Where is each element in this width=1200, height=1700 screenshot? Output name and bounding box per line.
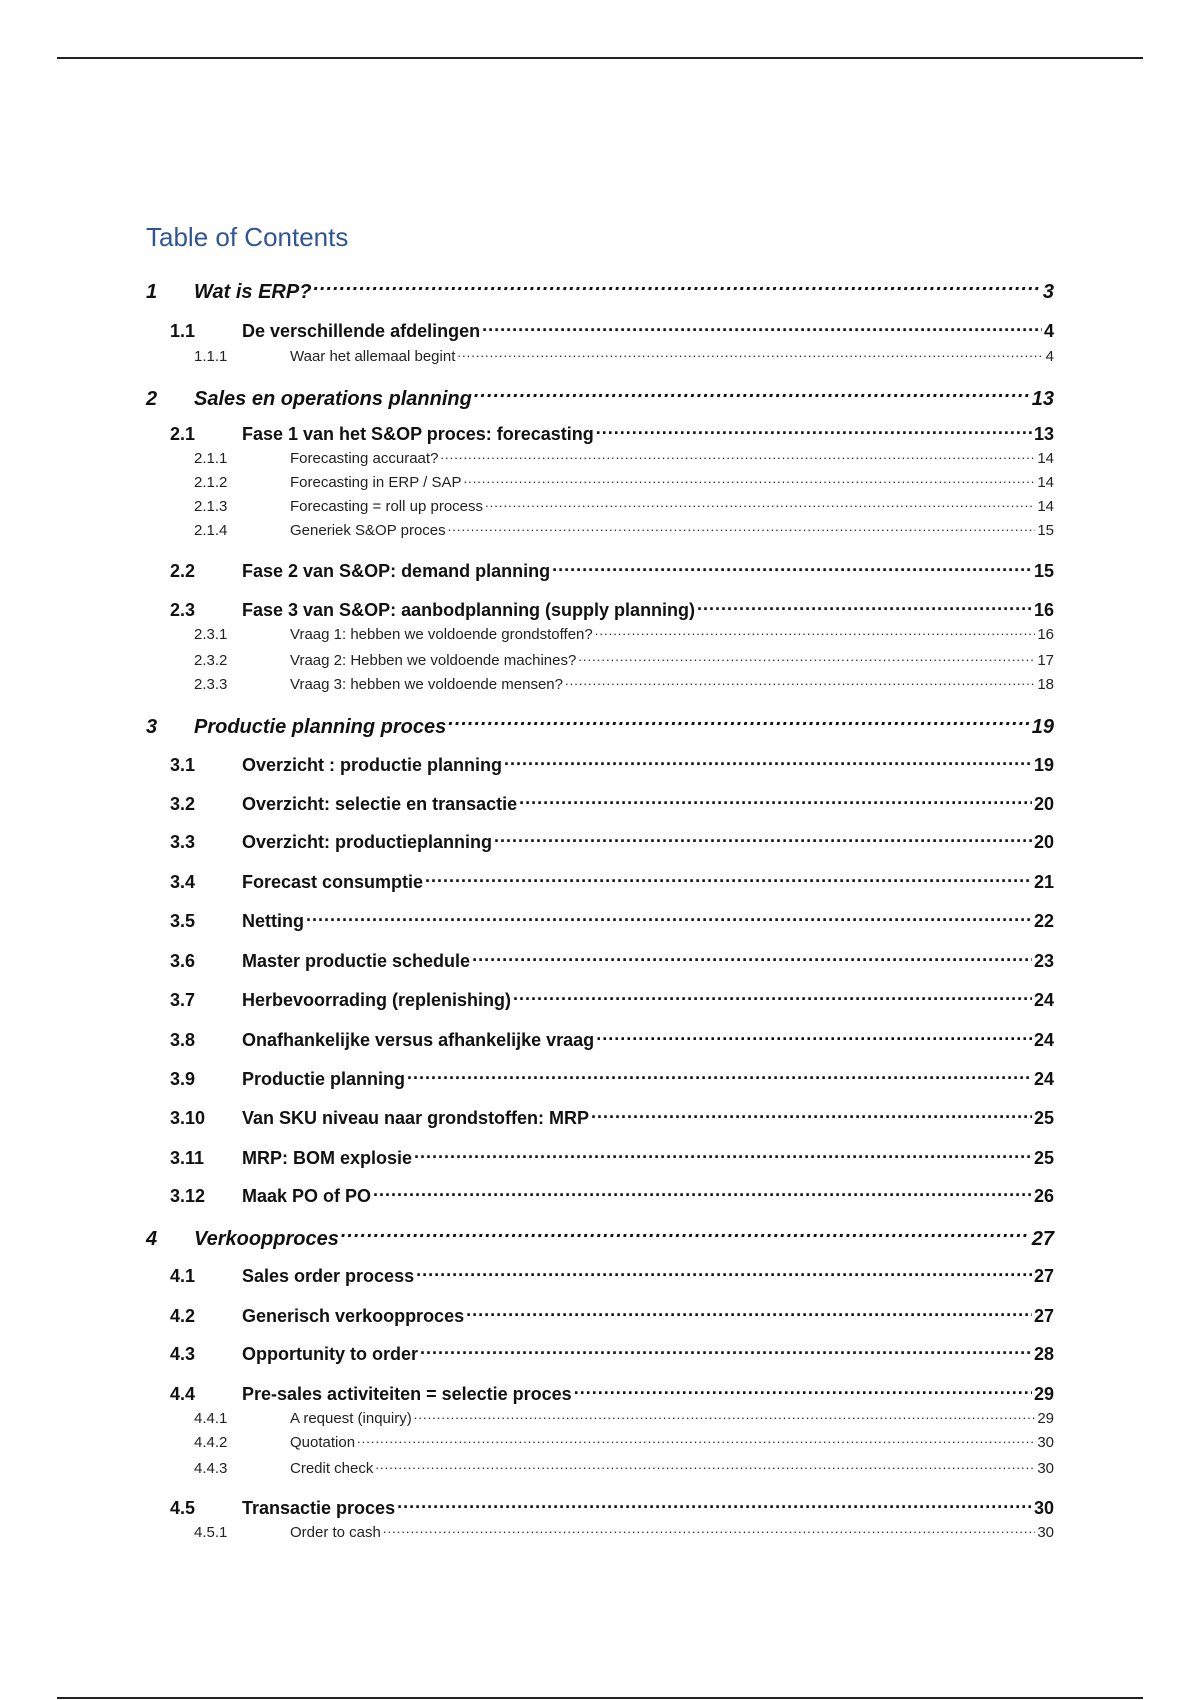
toc-entry[interactable]: [0, 598, 1200, 624]
toc-entry-title: Master productie schedule: [242, 951, 471, 971]
toc-entry-title: Herbevoorrading (replenishing): [242, 990, 512, 1010]
toc-entry-page: 13: [1031, 388, 1054, 410]
toc-entry[interactable]: [0, 1496, 1200, 1522]
toc-entry-title: De verschillende afdelingen: [242, 321, 481, 341]
toc-entry-page: 19: [1033, 755, 1054, 775]
toc-dot-leader: [383, 1522, 1035, 1537]
toc-entry-title: Order to cash: [290, 1524, 381, 1541]
toc-dot-leader: [596, 422, 1032, 440]
toc-entry-title: Wat is ERP?: [194, 281, 312, 303]
toc-entry-title: Onafhankelijke versus afhankelijke vraag: [242, 1030, 595, 1050]
toc-entry-page: 19: [1031, 716, 1054, 738]
toc-dot-leader: [357, 1432, 1035, 1447]
toc-entry-title: Overzicht: productieplanning: [242, 832, 493, 852]
toc-entry[interactable]: [0, 830, 1200, 856]
toc-entry-number: 4.3: [170, 1344, 196, 1364]
toc-entry[interactable]: [0, 713, 1200, 741]
toc-entry[interactable]: [0, 559, 1200, 585]
toc-entry-title: Fase 1 van het S&OP proces: forecasting: [242, 424, 594, 444]
toc-entry-number: 3.8: [170, 1030, 196, 1050]
toc-entry-title: Productie planning: [242, 1069, 406, 1089]
toc-entry-title: MRP: BOM explosie: [242, 1148, 413, 1168]
toc-entry-page: 30: [1037, 1460, 1054, 1477]
toc-dot-leader: [407, 1067, 1032, 1085]
toc-dot-leader: [466, 1304, 1032, 1322]
toc-entry-number: 3.10: [170, 1108, 206, 1128]
toc-entry-title: Forecasting accuraat?: [290, 450, 439, 467]
toc-entry-title: Waar het allemaal begint: [290, 348, 456, 365]
toc-dot-leader: [448, 713, 1029, 733]
toc-dot-leader: [472, 949, 1032, 967]
toc-dot-leader: [397, 1496, 1032, 1514]
toc-dot-leader: [574, 1382, 1032, 1400]
toc-dot-leader: [513, 988, 1032, 1006]
toc-entry-number: 1.1.1: [194, 348, 228, 365]
toc-dot-leader: [474, 385, 1030, 405]
toc-dot-leader: [591, 1106, 1032, 1124]
toc-entry-page: 30: [1037, 1434, 1054, 1451]
toc-entry[interactable]: [0, 624, 1200, 646]
toc-entry[interactable]: [0, 909, 1200, 935]
toc-entry-title: Pre-sales activiteiten = selectie proces: [242, 1384, 572, 1404]
toc-entry[interactable]: [0, 1067, 1200, 1093]
toc-dot-leader: [697, 598, 1032, 616]
toc-entry-number: 2.1.1: [194, 450, 228, 467]
toc-dot-leader: [482, 319, 1042, 337]
toc-entry-title: Vraag 1: hebben we voldoende grondstoffen?: [290, 626, 593, 643]
toc-dot-leader: [494, 830, 1032, 848]
toc-dot-leader: [565, 674, 1035, 689]
toc-entry-title: Vraag 3: hebben we voldoende mensen?: [290, 676, 563, 693]
toc-dot-leader: [306, 909, 1032, 927]
toc-entry-page: 15: [1033, 561, 1054, 581]
toc-dot-leader: [341, 1225, 1030, 1245]
toc-entry[interactable]: [0, 496, 1200, 518]
toc-dot-leader: [416, 1264, 1032, 1282]
toc-entry[interactable]: [0, 1225, 1200, 1253]
toc-entry-page: 28: [1033, 1344, 1054, 1364]
toc-entry-page: 29: [1037, 1410, 1054, 1427]
footer-rule: [57, 1697, 1143, 1699]
toc-entry-title: Quotation: [290, 1434, 356, 1451]
toc-entry-page: 15: [1037, 522, 1054, 539]
toc-dot-leader: [463, 472, 1035, 487]
toc-dot-leader: [414, 1408, 1036, 1423]
toc-entry-title: Credit check: [290, 1460, 374, 1477]
toc-entry[interactable]: [0, 949, 1200, 975]
toc-entry-page: 14: [1037, 498, 1054, 515]
toc-entry-page: 3: [1042, 281, 1054, 303]
toc-entry-page: 29: [1033, 1384, 1054, 1404]
toc-entry[interactable]: [0, 1432, 1200, 1454]
toc-entry-number: 4.2: [170, 1306, 196, 1326]
toc-entry-number: 2.3.3: [194, 676, 228, 693]
toc-dot-leader: [373, 1184, 1032, 1202]
toc-entry[interactable]: [0, 1458, 1200, 1480]
toc-entry-title: Netting: [242, 911, 304, 931]
toc-dot-leader: [448, 520, 1036, 535]
toc-entry-number: 3.7: [170, 990, 196, 1010]
toc-entry-page: 20: [1033, 794, 1054, 814]
toc-entry-title: Sales en operations planning: [194, 388, 472, 410]
toc-dot-leader: [485, 496, 1035, 511]
toc-entry-title: Forecasting in ERP / SAP: [290, 474, 462, 491]
toc-entry-number: 2.2: [170, 561, 196, 581]
toc-entry-number: 2.1.3: [194, 498, 228, 515]
toc-entry-title: Overzicht: selectie en transactie: [242, 794, 518, 814]
toc-dot-leader: [552, 559, 1032, 577]
toc-entry[interactable]: [0, 1264, 1200, 1290]
toc-entry-number: 2.3: [170, 600, 196, 620]
toc-entry[interactable]: [0, 1028, 1200, 1054]
toc-entry-page: 14: [1037, 450, 1054, 467]
toc-entry-page: 16: [1037, 626, 1054, 643]
toc-dot-leader: [414, 1146, 1032, 1164]
toc-entry-title: Productie planning proces: [194, 716, 447, 738]
toc-entry-number: 3.1: [170, 755, 196, 775]
toc-entry-title: Forecasting = roll up process: [290, 498, 484, 515]
toc-entry[interactable]: [0, 1342, 1200, 1368]
toc-entry-number: 2.1: [170, 424, 196, 444]
toc-entry-page: 24: [1033, 1030, 1054, 1050]
toc-entry-page: 17: [1037, 652, 1054, 669]
toc-entry-number: 1.1: [170, 321, 196, 341]
toc-entry-title: Opportunity to order: [242, 1344, 418, 1364]
toc-entry[interactable]: [0, 1146, 1200, 1172]
toc-entry[interactable]: [0, 1184, 1200, 1210]
toc-entry-page: 26: [1033, 1186, 1054, 1206]
toc-entry[interactable]: [0, 1106, 1200, 1132]
toc-entry-title: Fase 3 van S&OP: aanbodplanning (supply planning): [242, 600, 696, 620]
toc-entry-page: 27: [1033, 1266, 1054, 1286]
toc-entry[interactable]: [0, 650, 1200, 672]
toc-entry-number: 4.4.2: [194, 1434, 228, 1451]
toc-title: Table of Contents: [146, 222, 349, 252]
toc-dot-leader: [595, 624, 1036, 639]
toc-entry-title: Van SKU niveau naar grondstoffen: MRP: [242, 1108, 590, 1128]
toc-entry-number: 2: [146, 388, 158, 410]
toc-dot-leader: [420, 1342, 1032, 1360]
toc-entry-page: 22: [1033, 911, 1054, 931]
toc-entry-number: 4: [146, 1228, 158, 1250]
toc-entry-number: 4.4.3: [194, 1460, 228, 1477]
toc-dot-leader: [457, 346, 1043, 361]
toc-dot-leader: [504, 753, 1032, 771]
toc-entry-number: 1: [146, 281, 158, 303]
toc-entry-title: A request (inquiry): [290, 1410, 412, 1427]
toc-dot-leader: [519, 792, 1032, 810]
toc-entry[interactable]: [0, 346, 1200, 368]
toc-entry[interactable]: [0, 520, 1200, 542]
toc-entry[interactable]: [0, 422, 1200, 448]
toc-entry[interactable]: [0, 385, 1200, 413]
toc-entry-page: 27: [1031, 1228, 1054, 1250]
toc-entry[interactable]: [0, 1382, 1200, 1408]
toc-dot-leader: [375, 1458, 1035, 1473]
toc-entry[interactable]: [0, 753, 1200, 779]
toc-entry-page: 30: [1037, 1524, 1054, 1541]
toc-entry-page: 18: [1037, 676, 1054, 693]
toc-dot-leader: [578, 650, 1035, 665]
toc-entry-page: 27: [1033, 1306, 1054, 1326]
toc-entry[interactable]: [0, 792, 1200, 818]
toc-entry-page: 24: [1033, 990, 1054, 1010]
toc-dot-leader: [313, 278, 1040, 298]
toc-entry-number: 3.2: [170, 794, 196, 814]
toc-entry-page: 16: [1033, 600, 1054, 620]
toc-entry[interactable]: [0, 870, 1200, 896]
toc-entry-number: 3.6: [170, 951, 196, 971]
toc-entry[interactable]: [0, 1408, 1200, 1430]
toc-entry[interactable]: [0, 448, 1200, 470]
toc-entry[interactable]: [0, 319, 1200, 345]
toc-entry-page: 25: [1033, 1148, 1054, 1168]
toc-dot-leader: [425, 870, 1032, 888]
toc-entry-number: 2.3.2: [194, 652, 228, 669]
toc-entry-page: 4: [1045, 348, 1054, 365]
toc-entry-number: 4.5.1: [194, 1524, 228, 1541]
toc-entry-number: 3: [146, 716, 158, 738]
toc-entry-number: 3.3: [170, 832, 196, 852]
toc-entry-page: 4: [1043, 321, 1054, 341]
toc-dot-leader: [596, 1028, 1032, 1046]
toc-entry-number: 4.4.1: [194, 1410, 228, 1427]
toc-entry-title: Fase 2 van S&OP: demand planning: [242, 561, 551, 581]
toc-entry-page: 20: [1033, 832, 1054, 852]
toc-entry[interactable]: [0, 1522, 1200, 1544]
toc-entry-number: 3.9: [170, 1069, 196, 1089]
toc-entry-number: 2.1.4: [194, 522, 228, 539]
toc-entry-number: 3.4: [170, 872, 196, 892]
toc-entry-title: Sales order process: [242, 1266, 415, 1286]
toc-entry[interactable]: [0, 988, 1200, 1014]
toc-entry-number: 2.3.1: [194, 626, 228, 643]
toc-entry-title: Maak PO of PO: [242, 1186, 372, 1206]
toc-entry-page: 30: [1033, 1498, 1054, 1518]
toc-entry[interactable]: [0, 674, 1200, 696]
toc-entry[interactable]: [0, 1304, 1200, 1330]
toc-entry-number: 3.5: [170, 911, 196, 931]
toc-entry-title: Generiek S&OP proces: [290, 522, 446, 539]
toc-dot-leader: [440, 448, 1035, 463]
toc-entry-title: Verkoopproces: [194, 1228, 339, 1250]
toc-entry-title: Overzicht : productie planning: [242, 755, 503, 775]
toc-entry-title: Forecast consumptie: [242, 872, 424, 892]
toc-entry-page: 13: [1033, 424, 1054, 444]
toc-entry-title: Generisch verkoopproces: [242, 1306, 465, 1326]
toc-entry-page: 23: [1033, 951, 1054, 971]
toc-entry[interactable]: [0, 472, 1200, 494]
toc-entry[interactable]: [0, 278, 1200, 306]
toc-entry-number: 4.1: [170, 1266, 196, 1286]
toc-entry-number: 4.5: [170, 1498, 196, 1518]
toc-entry-page: 24: [1033, 1069, 1054, 1089]
toc-entry-page: 25: [1033, 1108, 1054, 1128]
toc-entry-title: Transactie proces: [242, 1498, 396, 1518]
toc-entry-number: 4.4: [170, 1384, 196, 1404]
toc-entry-number: 3.11: [170, 1148, 205, 1168]
toc-entry-page: 21: [1033, 872, 1054, 892]
toc-entry-number: 3.12: [170, 1186, 206, 1206]
toc-entry-number: 2.1.2: [194, 474, 228, 491]
toc-entry-page: 14: [1037, 474, 1054, 491]
toc-entry-title: Vraag 2: Hebben we voldoende machines?: [290, 652, 577, 669]
